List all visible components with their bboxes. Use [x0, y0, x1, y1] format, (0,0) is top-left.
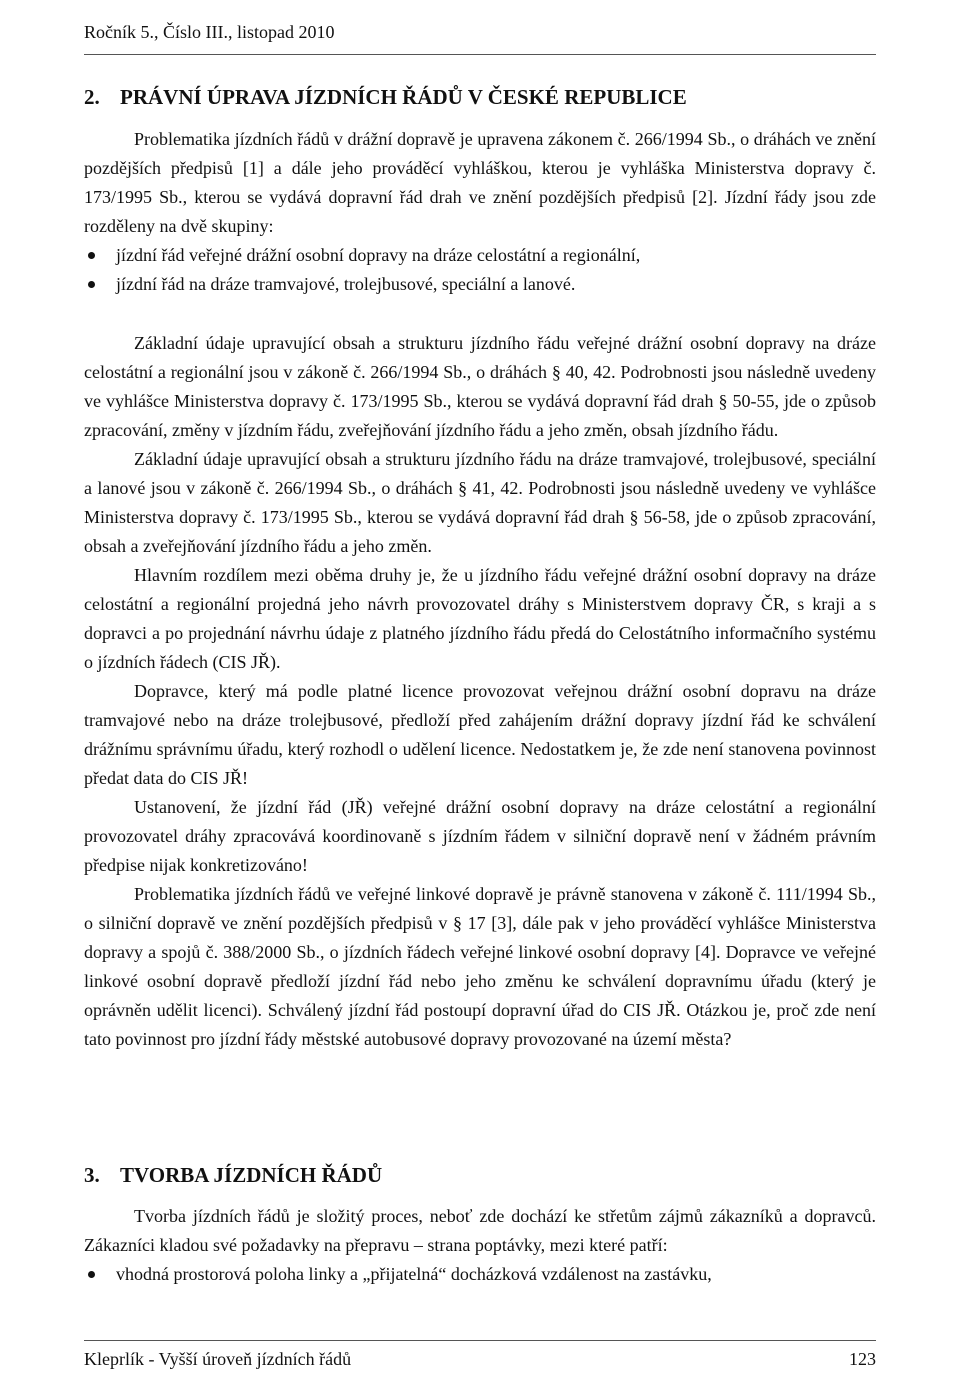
footer-title: Kleprlík - Vyšší úroveň jízdních řádů [84, 1349, 352, 1369]
section-3-body [84, 1202, 876, 1289]
page-number: 123 [849, 1349, 876, 1369]
section-title: PRÁVNÍ ÚPRAVA JÍZDNÍCH ŘÁDŮ V ČESKÉ REPUBLICE [120, 85, 687, 109]
paragraph: Dopravce, který má podle platné licence provozovat veřejnou drážní osobní dopravu na dráze tramvajové nebo na dráze trolejbusové, předloží před zahájením drážní dopravy jízdní řád ke schválení drážnímu správnímu úřadu, který rozhodl o udělení licence. Nedostatkem je, že zde není stanovena povinnost předat data do CIS JŘ! [84, 681, 876, 788]
bullet-list [84, 1260, 876, 1289]
section-title: TVORBA JÍZDNÍCH ŘÁDŮ [120, 1163, 383, 1187]
bullet-list [84, 241, 876, 299]
paragraph: Problematika jízdních řádů ve veřejné linkové dopravě je právně stanovena v zákoně č. 111/1994 Sb., o silniční dopravě ve znění pozdějších předpisů v § 17 [3], dále pak v jeho prováděcí vyhlášce Ministerstva dopravy a spojů č. 388/2000 Sb., o jízdních řádech veřejné linkové osobní dopravy [4]. Dopravce ve veřejné linkové osobní dopravě předloží jízdní řád nebo jeho změnu ke schválení dopravnímu úřadu (který je oprávněn udělit licenci). Schválený jízdní řád postoupí dopravní úřad do CIS JŘ. Otázkou je, proč zde není tato povinnost pro jízdní řády městské autobusové dopravy provozované na území města? [84, 884, 876, 1049]
section-2-body-b [84, 329, 876, 1054]
bullet-item: vhodná prostorová poloha linky a „přijatelná“ docházková vzdálenost na zastávku, [84, 1260, 876, 1289]
paragraph: Tvorba jízdních řádů je složitý proces, neboť zde dochází ke střetům zájmů zákazníků a dopravců. Zákazníci kladou své požadavky na přepravu – strana poptávky, mezi které patří: [84, 1206, 876, 1255]
bullet-item: jízdní řád na dráze tramvajové, trolejbusové, speciální a lanové. [84, 270, 876, 299]
paragraph: Základní údaje upravující obsah a strukturu jízdního řádu na dráze tramvajové, trolejbusové, speciální a lanové jsou v zákoně č. 266/1994 Sb., o dráhách § 41, 42. Podrobnosti jsou následně uvedeny ve vyhlášce Ministerstva dopravy č. 173/1995 Sb., kterou se vydává dopravní řád drah § 56-58, jde o způsob zpracování, obsah a zveřejňování jízdního řádu a jeho změn. [84, 449, 876, 556]
section-2-body-a [84, 125, 876, 299]
paragraph: Ustanovení, že jízdní řád (JŘ) veřejné drážní osobní dopravy na dráze celostátní a regionální provozovatel dráhy zpracovává koordinovaně s jízdním řádem v silniční dopravě není v žádném právním předpise nijak konkretizováno! [84, 797, 876, 875]
section-number: 3. [84, 1163, 100, 1187]
section-number: 2. [84, 85, 100, 109]
bullet-item: jízdní řád veřejné drážní osobní dopravy na dráze celostátní a regionální, [84, 241, 876, 270]
running-header: Ročník 5., Číslo III., listopad 2010 [84, 22, 335, 42]
footer-divider [84, 1340, 876, 1341]
paragraph: Problematika jízdních řádů v drážní dopravě je upravena zákonem č. 266/1994 Sb., o dráhách ve znění pozdějších předpisů [1] a dále jeho prováděcí vyhláškou, kterou je vyhláška Ministerstva dopravy č. 173/1995 Sb., kterou se vydává dopravní řád drah ve znění pozdějších předpisů [2]. Jízdní řády jsou zde rozděleny na dvě skupiny: [84, 129, 876, 236]
section-heading-2 [84, 84, 687, 110]
paragraph: Hlavním rozdílem mezi oběma druhy je, že u jízdního řádu veřejné drážní osobní dopravy na dráze celostátní a regionální projedná jeho návrh provozovatel dráhy s Ministerstvem dopravy ČR, s kraji a s dopravci a po projednání návrhu údaje z platného jízdního řádu předá do Celostátního informačního systému o jízdních řádech (CIS JŘ). [84, 565, 876, 672]
paragraph: Základní údaje upravující obsah a strukturu jízdního řádu veřejné drážní osobní dopravy na dráze celostátní a regionální jsou v zákoně č. 266/1994 Sb., o dráhách § 40, 42. Podrobnosti jsou následně uvedeny ve vyhlášce Ministerstva dopravy č. 173/1995 Sb., kterou se vydává dopravní řád drah § 50-55, jde o způsob zpracování, změny v jízdním řádu, zveřejňování jízdního řádu a jeho změn, obsah jízdního řádu. [84, 333, 876, 440]
section-heading-3 [84, 1162, 382, 1188]
header-divider [84, 54, 876, 55]
